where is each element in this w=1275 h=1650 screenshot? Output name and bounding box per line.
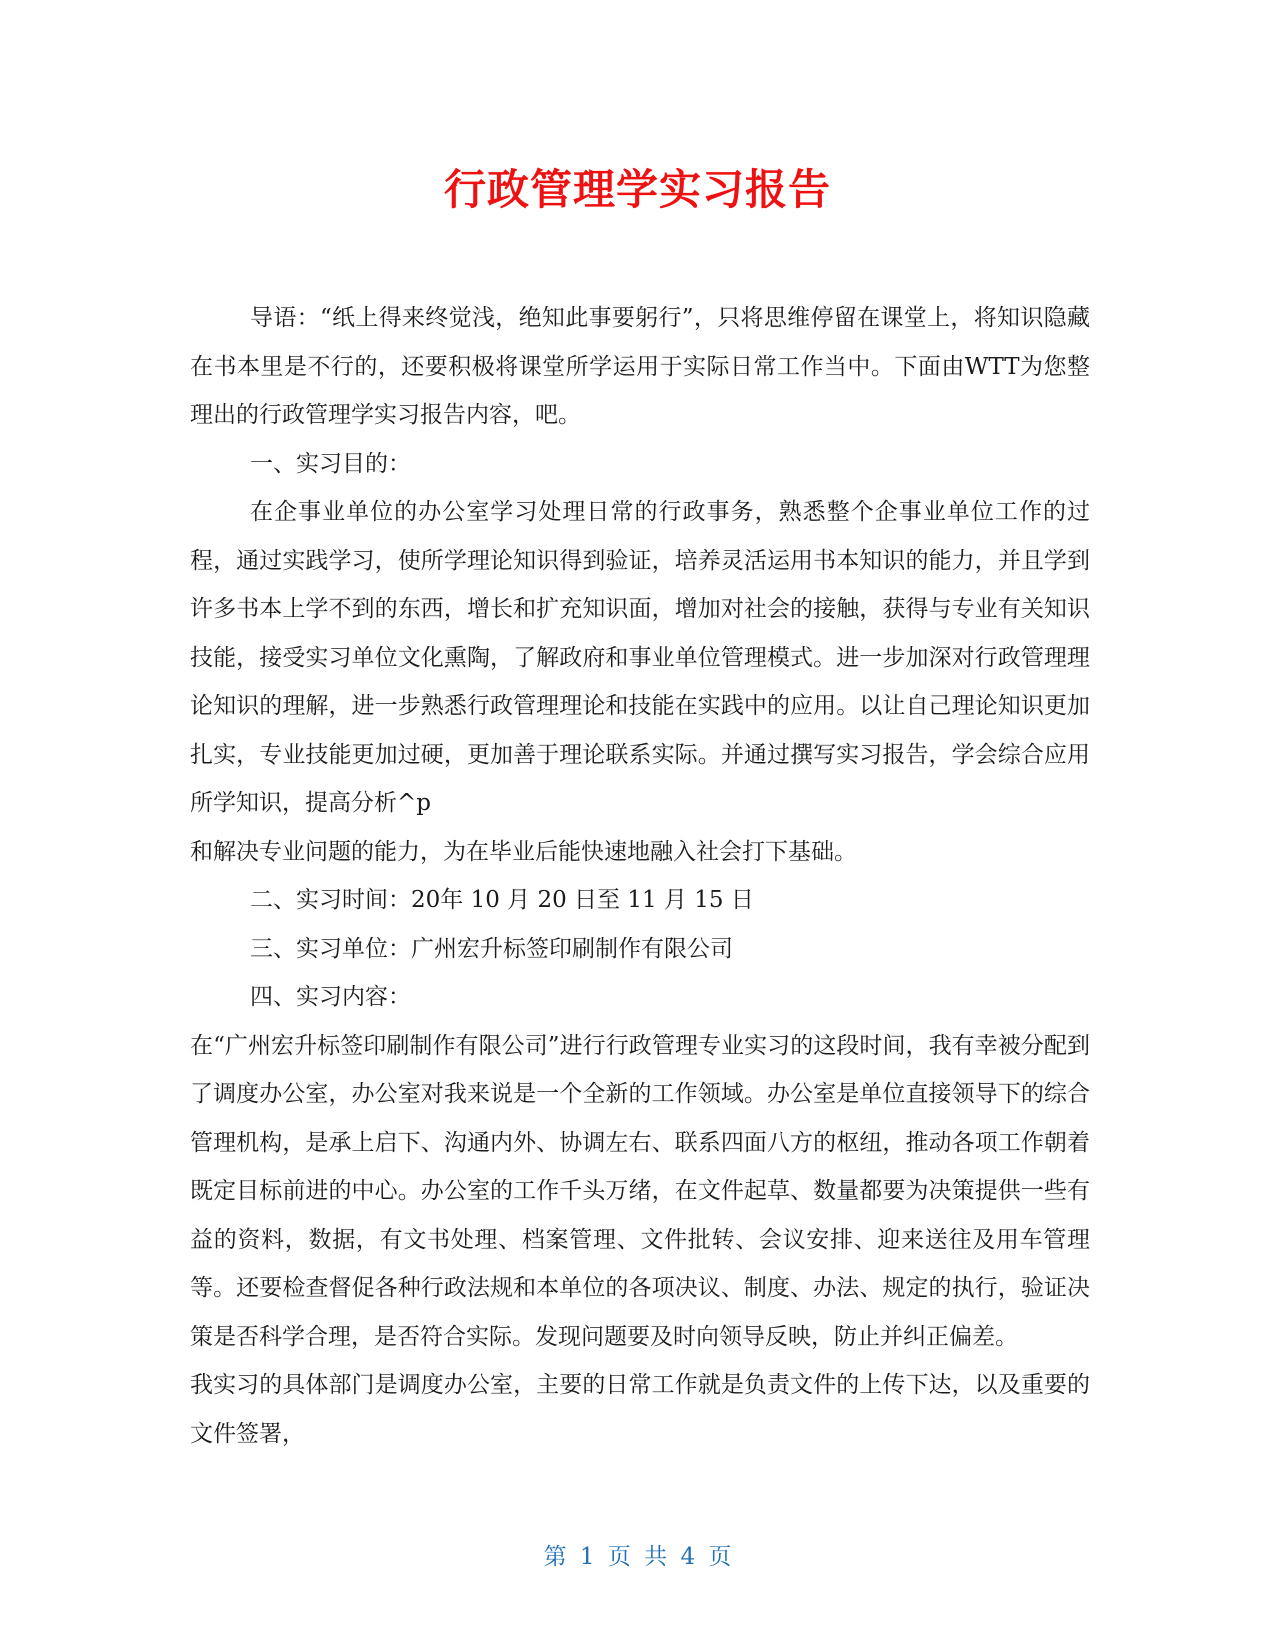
page-title: 行政管理学实习报告 (443, 165, 831, 214)
purpose-paragraph: 在企事业单位的办公室学习处理日常的行政事务，熟悉整个企事业单位工作的过程，通过实践学习，使所学理论知识得到验证，培养灵活运用书本知识的能力，并且学到许多书本上学不到的东西，增长和扩充知识面，增加对社会的接触，获得与专业有关知识技能，接受实习单位文化熏陶，了解政府和事业单位管理模式。进一步加深对行政管理理论知识的理解，进一步熟悉行政管理理论和技能在实践中的应用。以让自己理论知识更加扎实，专业技能更加过硬，更加善于理论联系实际。并通过撰写实习报告，学会综合应用所学知识，提高分析^p (190, 499, 1090, 816)
intro-paragraph: 导语：“纸上得来终觉浅，绝知此事要躬行”，只将思维停留在课堂上，将知识隐藏在书本里是不行的，还要积极将课堂所学运用于实际日常工作当中。下面由WTT为您整理出的行政管理学实习报告内容，吧。 (190, 305, 1090, 428)
document-body (190, 294, 1090, 1458)
section-heading-time: 二、实习时间：20年 10 月 20 日至 11 月 15 日 (250, 887, 754, 913)
department-paragraph: 我实习的具体部门是调度办公室，主要的日常工作就是负责文件的上传下达，以及重要的文件签署， (190, 1372, 1090, 1447)
page-number-footer: 第 1 页 共 4 页 (543, 1544, 732, 1570)
purpose-paragraph-continued: 和解决专业问题的能力，为在毕业后能快速地融入社会打下基础。 (190, 838, 857, 865)
section-heading-content: 四、实习内容： (250, 984, 411, 1010)
section-heading-unit: 三、实习单位：广州宏升标签印刷制作有限公司 (250, 935, 733, 962)
section-heading-purpose: 一、实习目的： (250, 450, 411, 477)
content-paragraph: 在“广州宏升标签印刷制作有限公司”进行行政管理专业实习的这段时间，我有幸被分配到了调度办公室，办公室对我来说是一个全新的工作领域。办公室是单位直接领导下的综合管理机构，是承上启下、沟通内外、协调左右、联系四面八方的枢纽，推动各项工作朝着既定目标前进的中心。办公室的工作千头万绪，在文件起草、数量都要为决策提供一些有益的资料，数据，有文书处理、档案管理、文件批转、会议安排、迎来送往及用车管理等。还要检查督促各种行政法规和本单位的各项决议、制度、办法、规定的执行，验证决策是否科学合理，是否符合实际。发现问题要及时向领导反映，防止并纠正偏差。 (190, 1032, 1090, 1350)
